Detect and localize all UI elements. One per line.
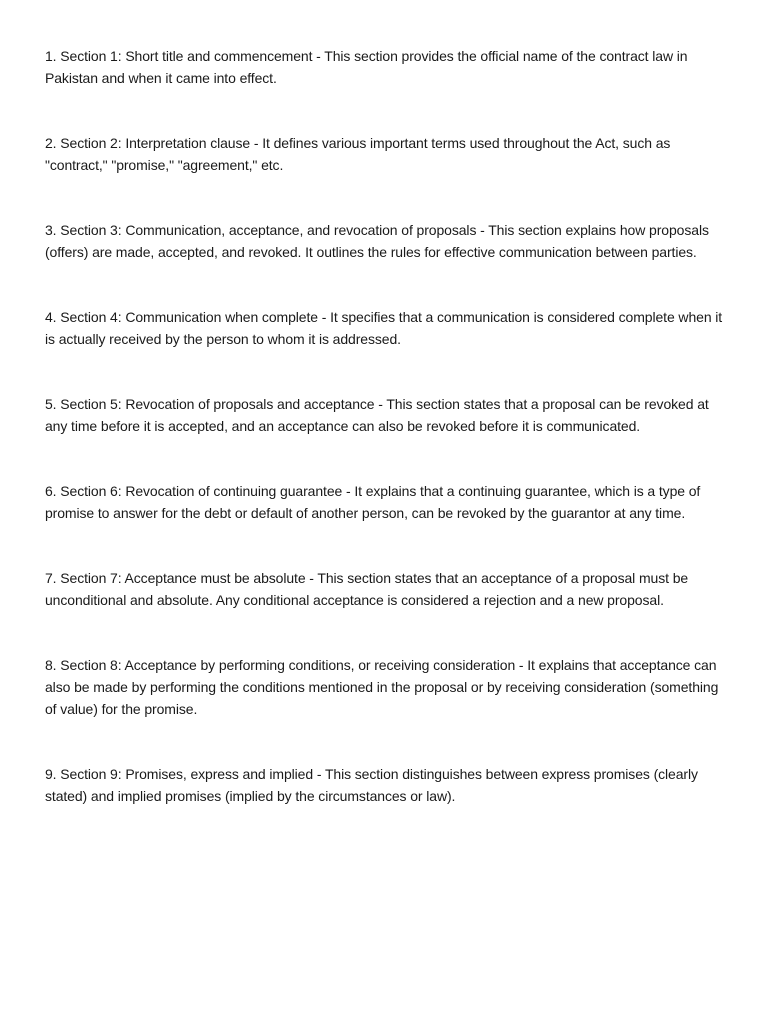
section-5-paragraph: 5. Section 5: Revocation of proposals and acceptance - This section states that a proposal can be revoked at any time before it is accepted, and an acceptance can also be revoked before it is communicated. [45,396,709,434]
section-6-paragraph: 6. Section 6: Revocation of continuing guarantee - It explains that a continuing guarantee, which is a type of promise to answer for the debt or default of another person, can be revoked by the guarantor at any time. [45,483,701,521]
section-7-paragraph: 7. Section 7: Acceptance must be absolute - This section states that an acceptance of a proposal must be unconditional and absolute. Any conditional acceptance is considered a rejection and a new proposal. [45,570,689,608]
section-9-paragraph: 9. Section 9: Promises, express and implied - This section distinguishes between express promises (clearly stated) and implied promises (implied by the circumstances or law). [45,766,698,804]
section-1-paragraph: 1. Section 1: Short title and commencement - This section provides the official name of the contract law in Pakistan and when it came into effect. [45,48,688,86]
section-3-paragraph: 3. Section 3: Communication, acceptance, and revocation of proposals - This section explains how proposals (offers) are made, accepted, and revoked. It outlines the rules for effective communication between parties. [45,222,709,260]
section-list [45,45,725,850]
section-2-paragraph: 2. Section 2: Interpretation clause - It defines various important terms used throughout the Act, such as "contract," "promise," "agreement," etc. [45,135,671,173]
section-8-paragraph: 8. Section 8: Acceptance by performing conditions, or receiving consideration - It explains that acceptance can also be made by performing the conditions mentioned in the proposal or by receiving consideration (something of value) for the promise. [45,657,719,717]
section-4-paragraph: 4. Section 4: Communication when complete - It specifies that a communication is considered complete when it is actually received by the person to whom it is addressed. [45,309,723,347]
